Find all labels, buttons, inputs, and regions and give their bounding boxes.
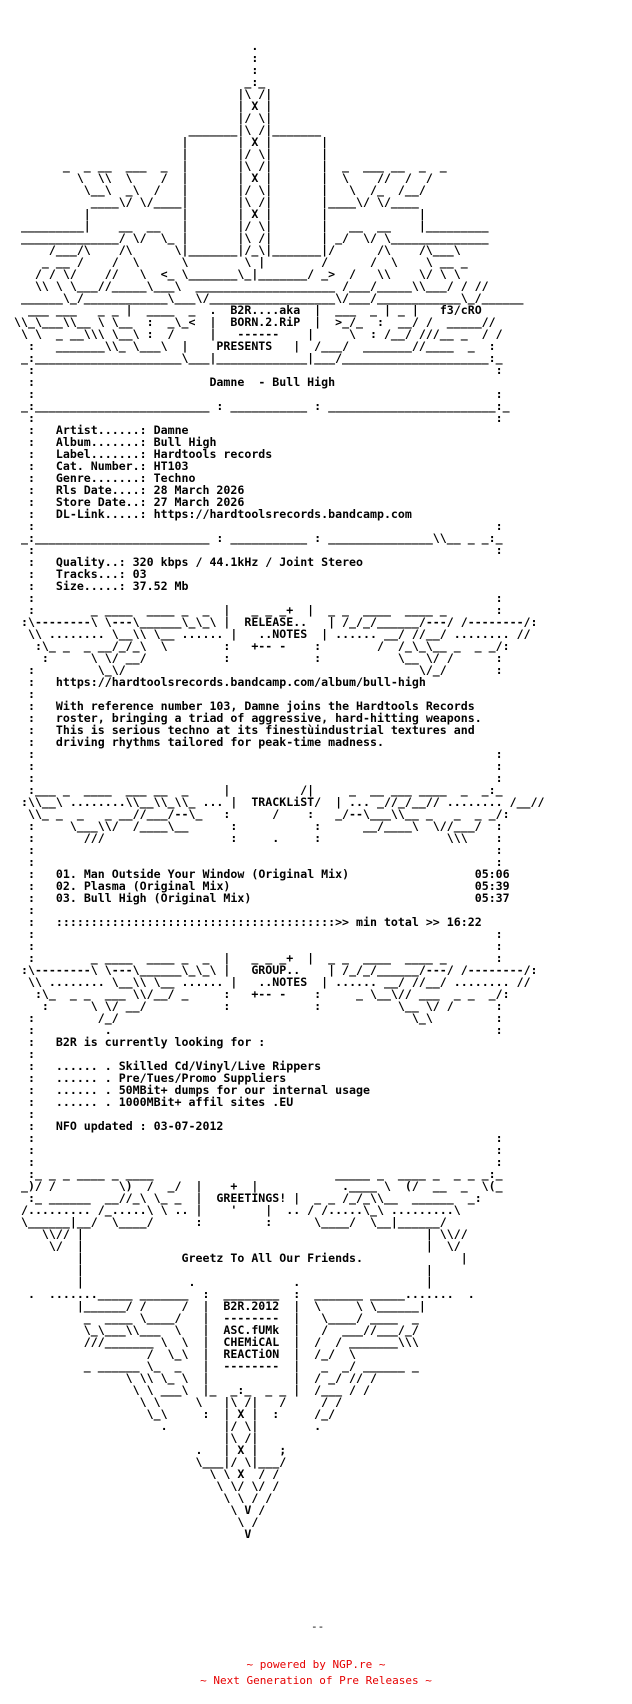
notes-line-2: roster, bringing a triad of aggressive, hard-hitting weapons. (55, 711, 482, 725)
track-3-no: 03. (55, 891, 77, 905)
tracklist-heading: TRACKLiST (251, 795, 315, 809)
info-dl-link[interactable]: https://hardtoolsrecords.bandcamp.com (153, 507, 412, 521)
track-2-title: Plasma (Original Mix) (83, 879, 231, 893)
audio-tracks: 03 (132, 567, 147, 581)
tracklist-total: 16:22 (446, 915, 482, 929)
group-intro: B2R is currently looking for : (55, 1035, 266, 1049)
notes-line-3: This is serious techno at its finestùindustrial textures and (55, 723, 475, 737)
separator-mark: -- (311, 1620, 325, 1633)
group-item-3: 50MBit+ dumps for our internal usage (118, 1083, 370, 1097)
notes-heading-2: ..NOTES (258, 627, 308, 641)
greetings-heading: GREETINGS! (216, 1191, 287, 1205)
group-item-2: Pre/Tues/Promo Suppliers (118, 1071, 287, 1085)
group-item-4: 1000MBit+ affil sites .EU (118, 1095, 294, 1109)
track-3-time: 05:37 (474, 891, 510, 905)
footer-line-2: ~ Next Generation of Pre Releases ~ (200, 1674, 432, 1687)
notes-line-1: With reference number 103, Damne joins the Hardtools Records (55, 699, 475, 713)
notes-heading-1: RELEASE.. (244, 615, 308, 629)
track-1-time: 05:06 (474, 867, 510, 881)
track-1-no: 01. (55, 867, 77, 881)
group-updated: NFO updated : 03-07-2012 (55, 1119, 224, 1133)
info-store-date: 27 March 2026 (153, 495, 245, 509)
group-item-1: Skilled Cd/Vinyl/Live Rippers (118, 1059, 322, 1073)
info-album: Bull High (153, 435, 217, 449)
nfo-art: . : : _:_ |\ /| | X | |/ \| _______|\ /|_______ | | X | | | |/ \| | _ _ __ ___ _ | |\ /| | _ ___ __ _ _ \ \\ \ / | | X | | \ // / / \__\ _\ / | |/ \| | \ /_ /__/ ____\/ \/____| |\ /| |____\/ \/____ | | | X | | | _________| __ __ | |/ \| | __ __ |_________ ______________/ \/ \_ | |\ /| | _/ \/ \______________ /___/\ /\ \|_______|/_\|_______|/ /\ /\___\ _ __ / / \ \ \ | / / \ \ __ _ / / \/ // \ <_ \_______\_|_______/ _> / \\ \/ \ \ \\ \ \___//_____\___\ ____________________ /___/_____\\___/ / // ______\_/____________\___\/__________________\/___/____________\_/______ ___ ___ _ _ | ____ _ . B2R....aka | ___ _ | _ | f3/cRO \\_\___\\__ \ \__ : _\_< | BORN.2.RiP | >_/_ : __/ / _____// \ \ _ __\\\ \__\ : / | ------ | \ : /__/ ///__ _ / / : _______\\_ \___\ | PRESENTS | /___/ _______//____ _ : _:_____________________\___|_____________|___/_____________________:_ : : : Damne - Bull High : : _:_________________________ : ___________ : ________________________:_ : : : Artist......: Damne : Album.......: Bull High : Label.......: Hardtools records : Cat. Number.: HT103 : Genre.......: Techno : Rls Date....: 28 March 2026 : Store Date..: 27 March 2026 : DL-Link.....: https://hardtoolsrecords.bandcamp.com : : _:_________________________ : ___________ : _______________\\__ _ _:_ : : : Quality..: 320 kbps / 44.1kHz / Joint Stereo : Tracks...: 03 : Size.....: 37.52 Mb : : : _ ____ ____ _ _ | _ _ _+ | _ _ ____ ____ _ : :\--------\ \---\______\_\_\ | RELEASE.. | /_/_/______/---/ /--------/: \\ ........ \__\\ \__ ...... | ..NOTES | ...... __/ //__/ ........ // :\_ _ _ __/_/_\ \ : +-- - : / /_\_\__ _ _ _/: : \ \/ __/ : : \__ \/ / : : \_\/ \/_/ : : https://hardtoolsrecords.bandcamp.com/album/bull-high : : With reference number 103, Damne joins the Hardtools Records : roster, bringing a triad of aggressive, hard-hitting weapons. : This is serious techno at its finestùindustrial textures and : driving rhythms tailored for peak-time madness. : : : : : : :___ _ ____ ___ __ _ | /| _ __ ___ ____ _ _:_ :\\__\ ........\\__\\_\\_ ... | TRACKLiST/ | ... _//_/__// ........ /__// \\_ _ _ _ __//___/--\_ : / : _/--\___\\__ _ _ _ _/: : \___\\/ /____\__ : : __/____\ \//___/ : : /// : . : \\\ : : : : : : 01. Man Outside Your Window (Original Mix) 05:06 : 02. Plasma (Original Mix) 05:39 : 03. Bull High (Original Mix) 05:37 : : ::::::::::::::::::::::::::::::::::::::::>> min total >> 16:22 : : : : : _ ____ ____ _ _ | _ _ _+ | _ _ ____ ____ _ : :\--------\ \---\______\_\_\ | GROUP.. | /_/_/______/---/ /--------/: \\ ........ \__\\ \__ ...... | ..NOTES | ...... __/ //__/ ........ // :\_ _ _ ___ \\/__/ _ : +-- - : _ \__\// ___ _ _ _/: : \ \/ __/ : : \__ \/ / : : /_/ \_\ : : . : : B2R is currently looking for : : : ...... . Skilled Cd/Vinyl/Live Rippers : ...... . Pre/Tues/Promo Suppliers : ...... . 50MBit+ dumps for our internal usage : ...... . 1000MBit+ affil sites .EU : : NFO updated : 03-07-2012 : : : : : : :_ _ _ ____ _ ____ _____ _ ____ _ _ _ _:_ _)/ / \) / _/ | + | .____ \ (/ __ _ \(_ :_ ______ __//_\ \_ _ | GREETINGS! | _ _ /_/_\\__ ______ _: /......... /_.....\ \ .. | ' | .. / /.....\_\ .........\ \______|__/ \____/ : : \____/ \__|______/ \\// | | \\// \/ | | \/ | Greetz To All Our Friends. | | | | . . | . ......._____ _______ : ________ : _______ _____....... . |______/ / / | B2R.2012 | \ \ \______| _ ____ \____/ | -------- | \____/ ____ _ \_\___\\___ \ | ASC.fUMk | / ___//___/_/ ///_______ \ \ | CHEMiCAL | / / _______\\\ / \_\ | REACTiON | /_/ \ _ ______ \_ _ | -------- | _ _/ ______ _ \ \\ \_ \ | | / _/ // / \ \ ___\ |_ _:_ _ _ | /___ / / \ \ \ |\ /| / / / \_\ : | X | : /_/ . |/ \| . |\ /| . | X | ; \___|/ \|___/ \ \ X / / \ \/ \/ / \ \ / / \ V / \ / V (14, 39, 545, 1541)
info-genre: Techno (153, 471, 196, 485)
header-credit: f3/cRO (439, 303, 482, 317)
track-2-time: 05:39 (474, 879, 510, 893)
info-cat-number: HT103 (153, 459, 189, 473)
release-title: Damne - Bull High (209, 375, 336, 389)
group-heading-2: ..NOTES (258, 975, 308, 989)
info-label: Hardtools records (153, 447, 273, 461)
tracklist-total-label: min total >> (356, 915, 440, 929)
greetings-text: Greetz To All Our Friends. (181, 1251, 364, 1265)
notes-line-4: driving rhythms tailored for peak-time madness. (55, 735, 384, 749)
track-2-no: 02. (55, 879, 77, 893)
track-3-title: Bull High (Original Mix) (83, 891, 252, 905)
audio-quality: 320 kbps / 44.1kHz / Joint Stereo (132, 555, 364, 569)
greetings-crew-1: ASC.fUMk (223, 1323, 280, 1337)
audio-size: 37.52 Mb (132, 579, 189, 593)
greetings-crew-3: REACTiON (223, 1347, 280, 1361)
info-rls-date: 28 March 2026 (153, 483, 245, 497)
greetings-crew-2: CHEMiCAL (223, 1335, 280, 1349)
header-group: B2R....aka (230, 303, 301, 317)
track-1-title: Man Outside Your Window (Original Mix) (83, 867, 350, 881)
notes-url[interactable]: https://hardtoolsrecords.bandcamp.com/album/bull-high (55, 675, 426, 689)
info-artist: Damne (153, 423, 189, 437)
group-heading-1: GROUP.. (251, 963, 301, 977)
footer-line-1: ~ powered by NGP.re ~ (246, 1658, 386, 1671)
header-alias: BORN.2.RiP (230, 315, 301, 329)
header-presents: PRESENTS (216, 339, 273, 353)
greetings-year-tag: B2R.2012 (223, 1299, 280, 1313)
